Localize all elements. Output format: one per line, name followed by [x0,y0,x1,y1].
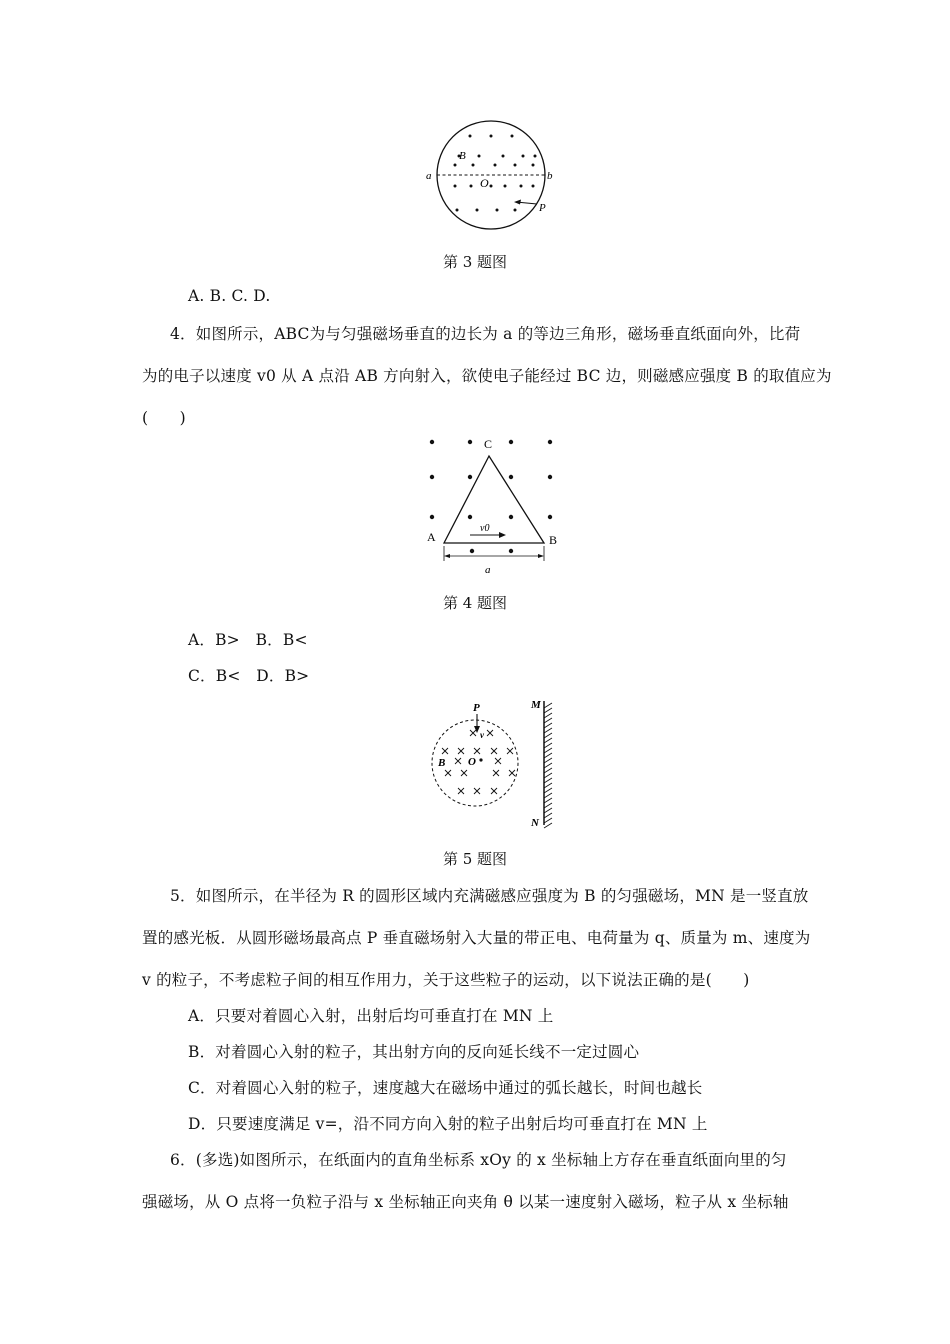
figure-4-label-C: C [484,437,493,451]
figure-4-triangle-field [420,430,565,578]
figure-5-label-O: O [468,756,476,768]
field-dot [470,549,474,553]
figure-3-caption: 第 3 题图 [442,253,508,271]
field-cross [493,770,499,776]
field-dot [509,515,513,519]
field-dot [468,515,472,519]
figure-3-label-B: B [459,150,466,162]
field-dot [509,475,513,479]
figure-5-label-N: N [531,817,539,829]
q5-text-line-2: 置的感光板．从圆形磁场最高点 P 垂直磁场射入大量的带正电、电荷量为 q、质量为 m、速度为 [142,929,811,947]
figure-4-label-B: B [549,533,558,547]
figure-5-circle-screen [428,695,563,835]
screen-hatch [544,708,552,713]
figure-3-label-O: O [480,176,489,190]
field-dot [514,209,517,212]
figure-5-label-M: M [531,699,541,711]
field-cross [491,748,497,754]
field-dot [502,155,505,158]
field-dot [548,515,552,519]
figure-4-label-a: a [485,564,491,576]
screen-hatch [544,758,552,763]
screen-hatch [544,768,552,773]
figure-3-circle-field [425,118,560,230]
field-cross [455,758,461,764]
field-dot [430,440,434,444]
field-dot [469,135,472,138]
screen-hatch [544,733,552,738]
field-cross [509,770,515,776]
field-dot [430,515,434,519]
screen-hatch [544,713,552,718]
screen-hatch [544,823,552,828]
field-cross [445,770,451,776]
field-dot [468,475,472,479]
field-dot [520,185,523,188]
field-dot [472,164,475,167]
figure-3-label-a: a [426,170,432,182]
q5-option-b: B．对着圆心入射的粒子，其出射方向的反向延长线不一定过圆心 [188,1043,640,1061]
field-dot [548,440,552,444]
screen-hatch [544,783,552,788]
field-cross [491,788,497,794]
field-cross [458,748,464,754]
field-cross [495,758,501,764]
figure-5-caption: 第 5 题图 [442,850,508,868]
field-cross [507,748,513,754]
q6-text-line-1: 6．(多选)如图所示，在纸面内的直角坐标系 xOy 的 x 坐标轴上方存在垂直纸面向里的匀 [170,1151,787,1169]
screen-hatch [544,778,552,783]
screen-hatch [544,773,552,778]
screen-hatch [544,723,552,728]
field-dot [532,185,535,188]
q4-text-line-3: ( ) [142,409,186,427]
q4-options-row-1: A．B> B．B< [188,631,308,649]
screen-hatch [544,743,552,748]
figure-5-label-B: B [438,757,446,769]
screen-hatch [544,718,552,723]
field-dot [454,185,457,188]
field-dot [470,185,473,188]
field-cross [474,748,480,754]
screen-hatch [544,703,552,708]
field-dot [496,209,499,212]
screen-hatch [544,793,552,798]
screen-hatch [544,818,552,823]
figure-4-caption: 第 4 题图 [442,594,508,612]
figure-3-label-b: b [547,170,553,182]
field-dot [454,164,457,167]
figure-4-label-A: A [427,530,436,544]
field-dot [534,155,537,158]
q4-text-line-1: 4．如图所示，ABC为与匀强磁场垂直的边长为 a 的等边三角形，磁场垂直纸面向外，比荷 [170,325,801,343]
field-dot [509,440,513,444]
screen-hatch [544,803,552,808]
field-dot [509,549,513,553]
figure-3-label-P: P [539,202,546,214]
q5-option-d: D．只要速度满足 v=，沿不同方向入射的粒子出射后均可垂直打在 MN 上 [188,1115,708,1133]
field-cross [461,770,467,776]
field-dot [514,164,517,167]
screen-hatch [544,763,552,768]
screen-hatch [544,813,552,818]
figure-5-label-P: P [473,702,480,714]
field-cross [458,788,464,794]
figure-4-label-v0: v0 [480,523,490,534]
field-dot [456,209,459,212]
screen-hatch [544,748,552,753]
field-dot [548,475,552,479]
q5-text-line-3: v 的粒子，不考虑粒子间的相互作用力，关于这些粒子的运动，以下说法正确的是( ) [142,971,750,989]
q4-text-line-2: 为的电子以速度 v0 从 A 点沿 AB 方向射入，欲使电子能经过 BC 边，则磁感应强度 B 的取值应为 [142,367,832,385]
q6-text-line-2: 强磁场，从 O 点将一负粒子沿与 x 坐标轴正向夹角 θ 以某一速度射入磁场，粒子从 x 坐标轴 [142,1193,789,1211]
field-dot [532,164,535,167]
field-dot [522,155,525,158]
field-dot [430,475,434,479]
field-cross [470,730,476,736]
field-cross [442,748,448,754]
field-dot [476,209,479,212]
field-cross [487,730,493,736]
q3-options: A. B. C. D. [188,287,271,305]
screen-hatch [544,753,552,758]
field-dot [504,185,507,188]
screen-hatch [544,738,552,743]
field-dot [494,164,497,167]
q5-text-line-1: 5．如图所示，在半径为 R 的圆形区域内充满磁感应强度为 B 的匀强磁场，MN 是一竖直放 [170,887,809,905]
q5-option-c: C．对着圆心入射的粒子，速度越大在磁场中通过的弧长越长，时间也越长 [188,1079,703,1097]
q4-options-row-2: C．B< D．B> [188,667,310,685]
field-dot [511,135,514,138]
screen-hatch [544,808,552,813]
field-dot [468,440,472,444]
screen-hatch [544,728,552,733]
screen-hatch [544,788,552,793]
field-cross [474,788,480,794]
q5-option-a: A．只要对着圆心入射，出射后均可垂直打在 MN 上 [188,1007,554,1025]
field-dot [490,135,493,138]
field-dot [490,185,493,188]
figure-5-label-v: v [480,730,484,740]
field-dot [478,155,481,158]
screen-hatch [544,798,552,803]
